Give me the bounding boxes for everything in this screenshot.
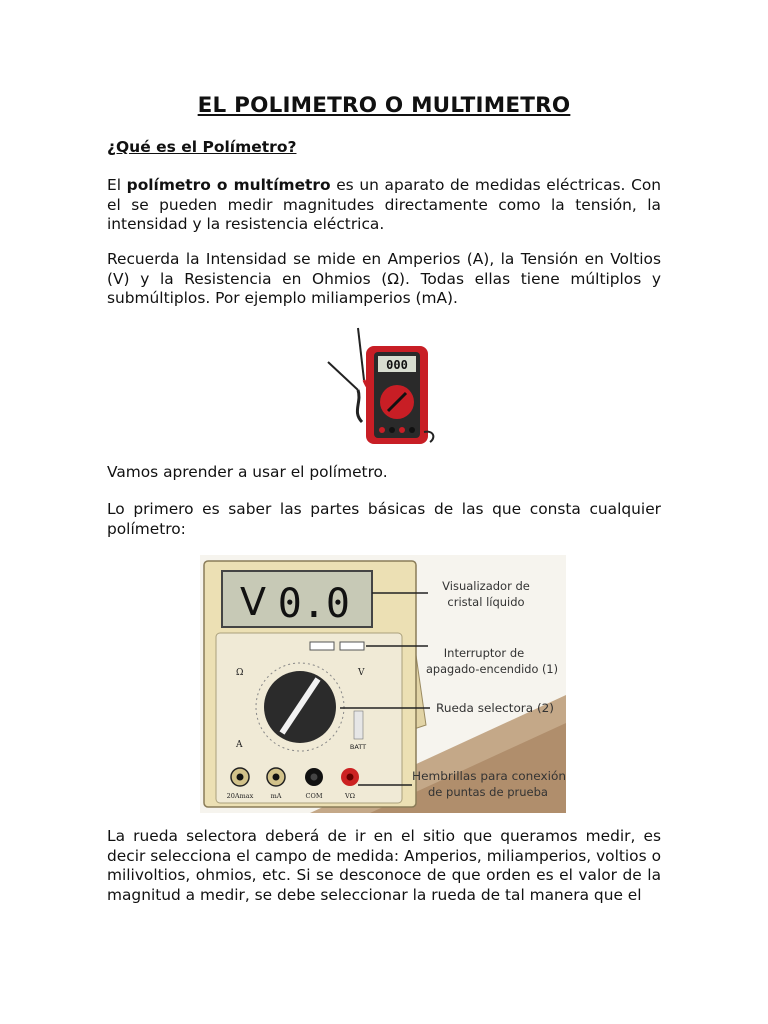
paragraph-definition-bold: polímetro o multímetro [126, 176, 331, 194]
multimeter-photo [318, 322, 438, 448]
photo-display-readout: 000 [386, 358, 408, 372]
page-title: EL POLIMETRO O MULTIMETRO [197, 93, 571, 118]
jack-com-label: COM [305, 792, 323, 800]
label-jacks-line1: Hembrillas para conexión [412, 769, 566, 783]
label-display-line2: cristal líquido [447, 595, 525, 609]
jack-vohm-label: VΩ [344, 792, 356, 800]
paragraph-selector: La rueda selectora deberá de ir en el sitio que queramos medir, es decir selecciona el campo de medida: Amperios, miliamperios, voltios o milivoltios, ohmios, etc. Si se desconoce de que orden es el valor de la magnitud a medir, se debe seleccionar la rueda de tal manera que el [107, 827, 661, 904]
paragraph-definition-lead: El [107, 176, 127, 194]
section-heading: ¿Qué es el Polímetro? [107, 138, 297, 156]
diagram-display-value: 0.0 [277, 581, 350, 627]
paragraph-definition [107, 176, 661, 235]
dial-amp-label: A [236, 740, 243, 750]
label-display-line1: Visualizador de [442, 579, 530, 593]
paragraph-parts: Lo primero es saber las partes básicas de las que consta cualquier polímetro: [107, 500, 661, 538]
label-dial: Rueda selectora (2) [436, 701, 554, 715]
jack-20a-label: 20Amax [226, 792, 254, 800]
multimeter-parts-diagram [200, 555, 566, 813]
paragraph-units: Recuerda la Intensidad se mide en Amperios (A), la Tensión en Voltios (V) y la Resistencia en Ohmios (Ω). Todas ellas tiene múltiplos y submúltiplos. Por ejemplo miliamperios (mA). [107, 250, 661, 308]
dial-ohm-label: Ω [236, 668, 244, 678]
jack-ma-label: mA [270, 792, 282, 800]
dial-volt-label: V [358, 668, 365, 678]
label-switch-line1: Interruptor de [443, 646, 525, 660]
label-switch-line2: apagado-encendido (1) [426, 662, 558, 676]
paragraph-intro-use: Vamos aprender a usar el polímetro. [107, 463, 388, 481]
paragraph-definition-rest: es un aparato de medidas eléctricas. Con el se pueden medir magnitudes directamente como la tensión, la intensidad y la resistencia eléctrica. [107, 176, 661, 234]
label-jacks-line2: de puntas de prueba [428, 785, 548, 799]
battery-label: BATT [349, 743, 367, 751]
diagram-display-unit: V [240, 580, 266, 624]
